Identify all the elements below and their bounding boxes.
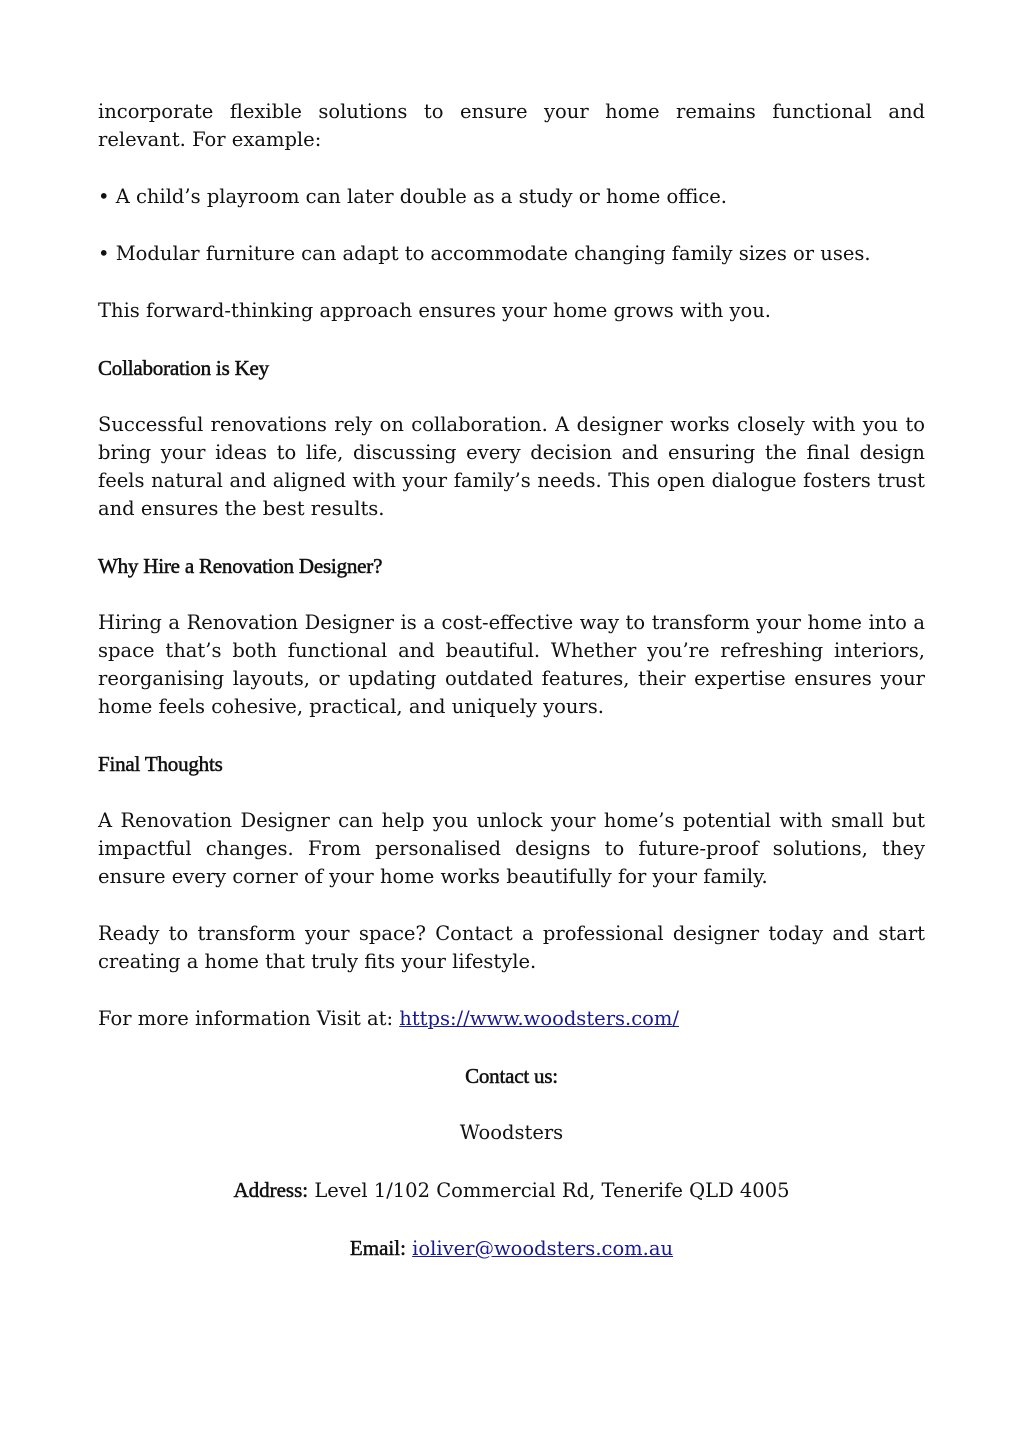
company-name: Woodsters: [459, 1121, 564, 1144]
bullet-item-playroom: • A child’s playroom can later double as a study or home office.: [98, 185, 728, 208]
contact-heading: Contact us:: [465, 1064, 558, 1088]
section-body-collaboration: Successful renovations rely on collaboration. A designer works closely with you to bring your ideas to life, discussing every decision and ensuring the final design feels natural and aligned with your family’s needs. This open dialogue fosters trust and ensures the best results.: [98, 413, 925, 520]
address-line: [98, 1176, 925, 1205]
forward-thinking-paragraph: This forward-thinking approach ensures your home grows with you.: [98, 299, 772, 322]
section-body-final-thoughts: A Renovation Designer can help you unlock your home’s potential with small but impactful changes. From personalised designs to future-proof solutions, they ensure every corner of your home works beautifully for your family.: [98, 809, 925, 888]
call-to-action-paragraph: Ready to transform your space? Contact a professional designer today and start creating a home that truly fits your lifestyle.: [98, 922, 925, 973]
email-label: Email:: [349, 1236, 406, 1260]
website-link[interactable]: https://www.woodsters.com/: [399, 1007, 679, 1030]
email-link[interactable]: ioliver@woodsters.com.au: [412, 1237, 674, 1260]
more-info-label: For more information Visit at:: [98, 1007, 400, 1030]
section-heading-collaboration: Collaboration is Key: [98, 356, 269, 380]
intro-paragraph: incorporate flexible solutions to ensure your home remains functional and relevant. For example:: [98, 100, 925, 151]
bullet-item-modular-furniture: • Modular furniture can adapt to accommodate changing family sizes or uses.: [98, 242, 871, 265]
address-value: Level 1/102 Commercial Rd, Tenerife QLD 4005: [308, 1179, 790, 1202]
section-heading-final-thoughts: Final Thoughts: [98, 752, 223, 776]
email-line: [98, 1234, 925, 1263]
section-heading-why-hire: Why Hire a Renovation Designer?: [98, 554, 383, 578]
more-info-line: [98, 1005, 925, 1033]
address-label: Address:: [233, 1178, 309, 1202]
section-body-why-hire: Hiring a Renovation Designer is a cost-effective way to transform your home into a space that’s both functional and beautiful. Whether you’re refreshing interiors, reorganising layouts, or updating outdated features, their expertise ensures your home feels cohesive, practical, and uniquely yours.: [98, 611, 925, 718]
document-content: [98, 98, 925, 1292]
